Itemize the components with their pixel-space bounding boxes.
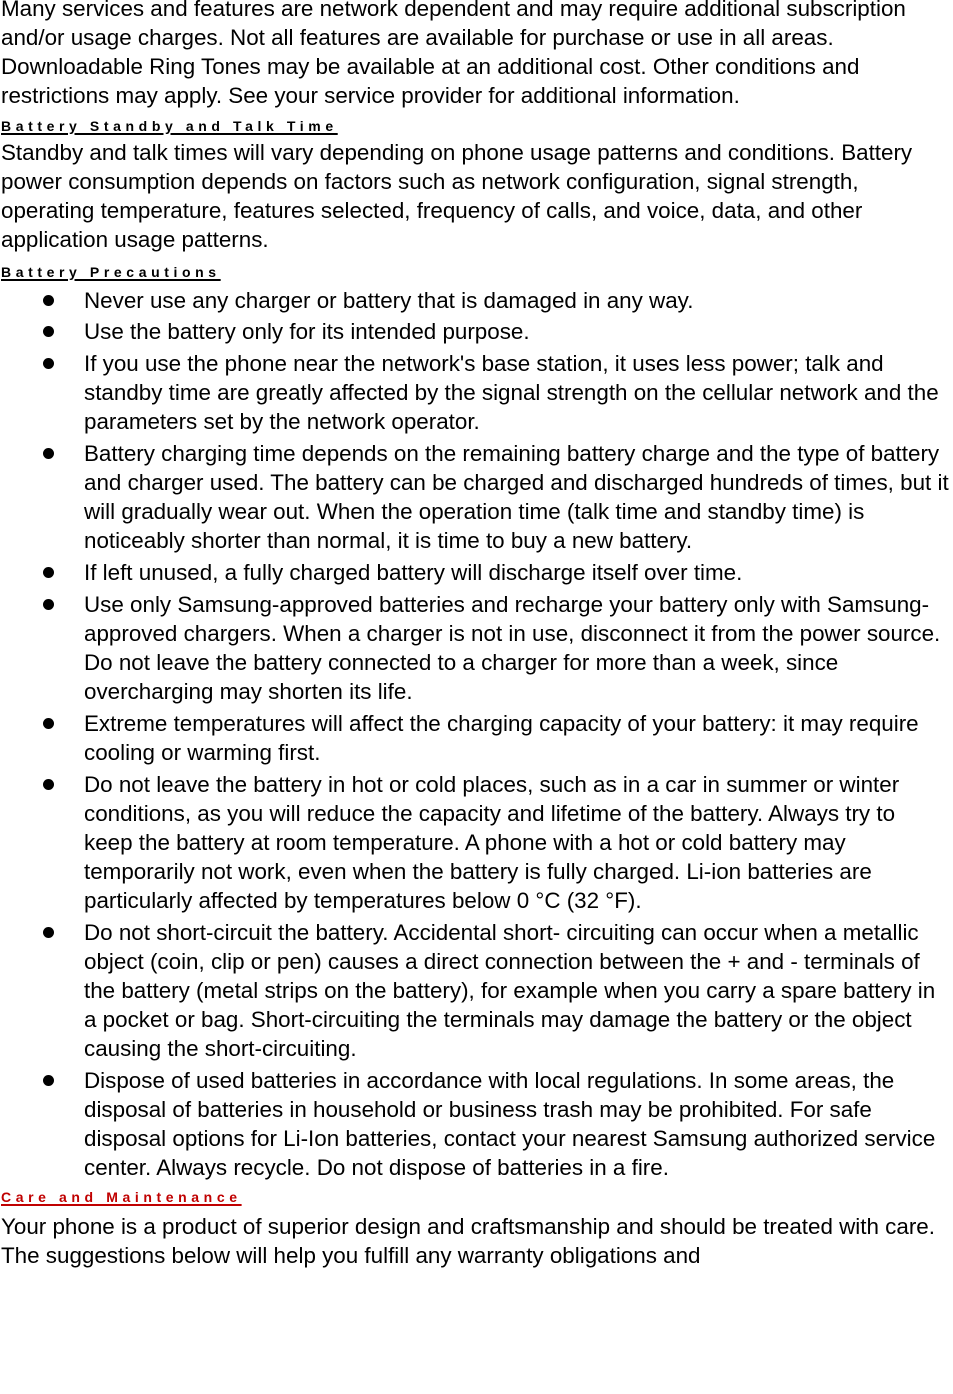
- bullet-icon: [43, 358, 54, 369]
- list-item: [0, 918, 953, 1063]
- list-item-text: Never use any charger or battery that is damaged in any way.: [84, 288, 694, 313]
- list-item-text: Do not short-circuit the battery. Accidental short- circuiting can occur when a metallic object (coin, clip or pen) causes a direct connection between the + and - terminals of the battery (metal strips on the battery), for example when you carry a spare battery in a pocket or bag. Short-circuiting the terminals may damage the battery or the object causing the short-circuiting.: [84, 920, 936, 1061]
- list-item: [0, 286, 953, 315]
- bullet-icon: [43, 779, 54, 790]
- battery-precautions-list: [0, 286, 953, 1182]
- intro-paragraph: Many services and features are network dependent and may require additional subscription and/or usage charges. Not all features are available for purchase or use in all areas. Downloadable Ring Tones may be available at an additional cost. Other conditions and restrictions may apply. See your service provider for additional information.: [1, 0, 906, 108]
- list-item: [0, 558, 953, 587]
- list-item: [0, 317, 953, 346]
- list-item-text: Use the battery only for its intended purpose.: [84, 319, 530, 344]
- list-item: [0, 709, 953, 767]
- list-item-text: If you use the phone near the network's base station, it uses less power; talk and standby time are greatly affected by the signal strength on the cellular network and the parameters set by the network operator.: [84, 351, 939, 434]
- bullet-icon: [43, 567, 54, 578]
- bullet-icon: [43, 718, 54, 729]
- list-item: [0, 770, 953, 915]
- list-item-text: Extreme temperatures will affect the charging capacity of your battery: it may require cooling or warming first.: [84, 711, 919, 765]
- bullet-icon: [43, 927, 54, 938]
- list-item-text: Dispose of used batteries in accordance with local regulations. In some areas, the disposal of batteries in household or business trash may be prohibited. For safe disposal options for Li-Ion batteries, contact your nearest Samsung authorized service center. Always recycle. Do not dispose of batteries in a fire.: [84, 1068, 936, 1180]
- battery-standby-heading: Battery Standby and Talk Time: [1, 118, 338, 134]
- list-item-text: Battery charging time depends on the remaining battery charge and the type of battery and charger used. The battery can be charged and discharged hundreds of times, but it will gradually wear out. When the operation time (talk time and standby time) is noticeably shorter than normal, it is time to buy a new battery.: [84, 441, 949, 553]
- bullet-icon: [43, 295, 54, 306]
- list-item-text: Use only Samsung-approved batteries and recharge your battery only with Samsung-approved chargers. When a charger is not in use, disconnect it from the power source. Do not leave the battery connected to a charger for more than a week, since overcharging may shorten its life.: [84, 592, 941, 704]
- bullet-icon: [43, 448, 54, 459]
- bullet-icon: [43, 599, 54, 610]
- care-maintenance-paragraph: Your phone is a product of superior design and craftsmanship and should be treated with care. The suggestions below will help you fulfill any warranty obligations and: [1, 1214, 935, 1268]
- list-item-text: If left unused, a fully charged battery will discharge itself over time.: [84, 560, 743, 585]
- list-item: [0, 1066, 953, 1182]
- care-maintenance-heading: Care and Maintenance: [1, 1189, 242, 1205]
- list-item: [0, 349, 953, 436]
- battery-precautions-heading: Battery Precautions: [1, 264, 221, 280]
- list-item: [0, 439, 953, 555]
- bullet-icon: [43, 326, 54, 337]
- list-item: [0, 590, 953, 706]
- bullet-icon: [43, 1075, 54, 1086]
- battery-standby-paragraph: Standby and talk times will vary depending on phone usage patterns and conditions. Battery power consumption depends on factors such as network configuration, signal strength, operating temperature, features selected, frequency of calls, and voice, data, and other application usage patterns.: [1, 140, 913, 252]
- list-item-text: Do not leave the battery in hot or cold places, such as in a car in summer or winter conditions, as you will reduce the capacity and lifetime of the battery. Always try to keep the battery at room temperature. A phone with a hot or cold battery may temporarily not work, even when the battery is fully charged. Li-ion batteries are particularly affected by temperatures below 0 °C (32 °F).: [84, 772, 900, 913]
